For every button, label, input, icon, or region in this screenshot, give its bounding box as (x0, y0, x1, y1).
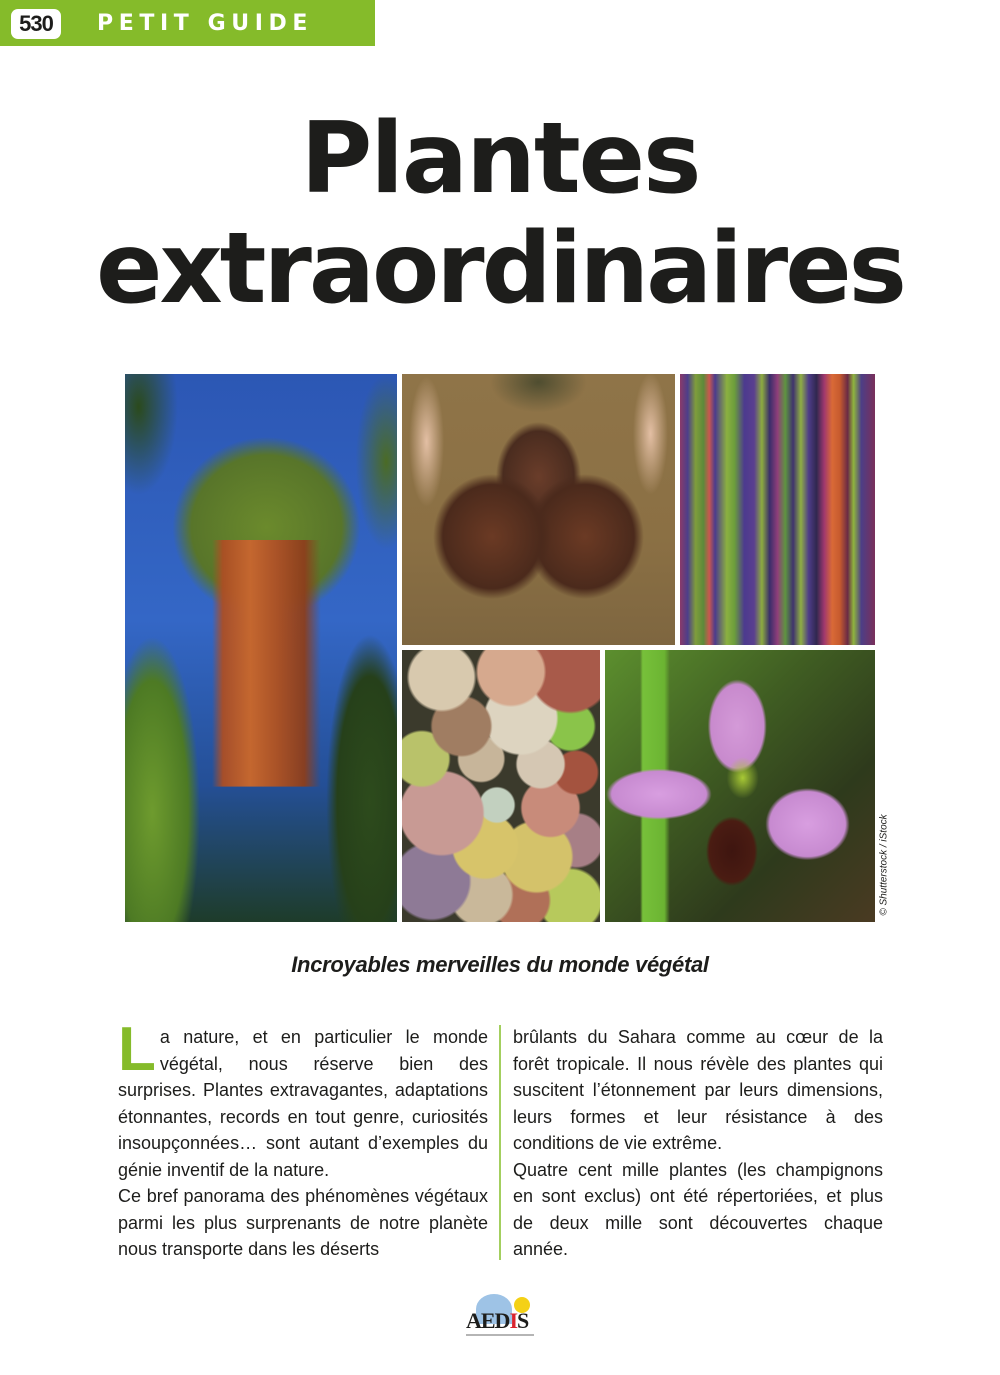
series-label: PETIT GUIDE (97, 11, 314, 36)
photo-sequoia (125, 374, 397, 922)
drop-cap: L (118, 1015, 156, 1084)
photo-lithops (402, 650, 600, 922)
photo-coco-de-mer (402, 374, 675, 645)
subtitle: Incroyables merveilles du monde végétal (291, 952, 709, 977)
publisher-logo (462, 1292, 538, 1340)
photo-bee-orchid (605, 650, 875, 922)
header-band (0, 0, 375, 46)
paragraph: La nature, et en particulier le monde végétal, nous réserve bien des surprises. Plantes extravagantes, adaptations étonnantes, records en tout genre, curiosités insoupçonnées… sont autant d’exemples du génie inventif de la nature. (118, 1015, 488, 1180)
page-title-line1: Plantes (300, 102, 700, 216)
logo-underline (466, 1334, 534, 1336)
photo-rainbow-eucalyptus (680, 374, 875, 645)
page-title-line2: extraordinaires (95, 212, 904, 326)
body-column-left (118, 1015, 488, 1263)
publisher-logo-text: AEDIS (466, 1308, 529, 1333)
body-column-right (513, 1024, 883, 1263)
paragraph: Quatre cent mille plantes (les champignons en sont exclus) ont été répertoriées, et plus de deux mille sont découvertes chaque année. (513, 1159, 883, 1259)
paragraph: brûlants du Sahara comme au cœur de la forêt tropicale. Il nous révèle des plantes qui suscitent l’étonnement par leurs dimensions, leurs formes et leur résistance à des conditions de vie extrême. (513, 1027, 883, 1153)
paragraph: Ce bref panorama des phénomènes végétaux parmi les plus surprenants de notre planète nous transporte dans les déserts (118, 1186, 488, 1259)
photo-credit: © Shutterstock / iStock (878, 814, 890, 916)
column-divider (499, 1025, 501, 1260)
guide-number-badge: 530 (11, 9, 61, 39)
